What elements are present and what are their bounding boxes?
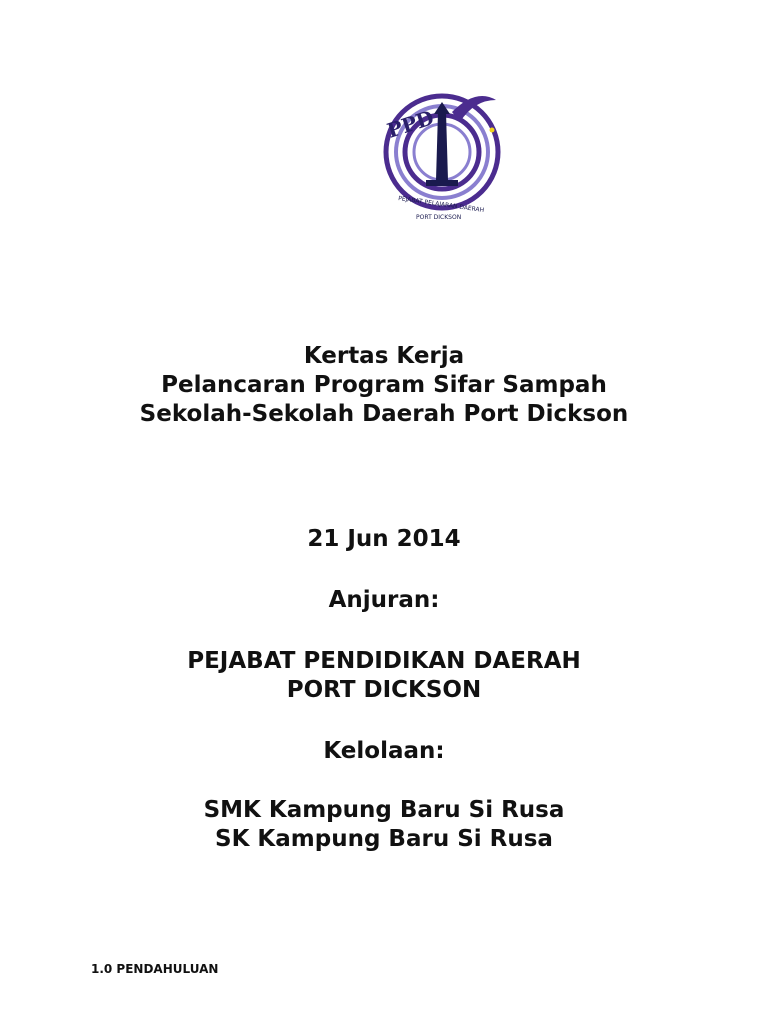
managed-by-label (0, 737, 768, 766)
svg-text:PPD: PPD (384, 105, 437, 143)
organizer-line-1: PEJABAT PENDIDIKAN DAERAH (187, 648, 581, 674)
title-line-1: Kertas Kerja (303, 343, 465, 369)
title-line-2: Pelancaran Program Sifar Sampah (161, 372, 607, 398)
section-heading: 1.0 PENDAHULUAN (91, 962, 219, 976)
document-date (0, 525, 768, 554)
organizer-name (0, 647, 768, 705)
svg-text:PEJABAT PELAJARAN DAERAH: PEJABAT PELAJARAN DAERAH (397, 195, 485, 215)
organizer-line-2: PORT DICKSON (286, 677, 482, 703)
organizer-label-text: Anjuran: (328, 587, 440, 613)
title-line-3: Sekolah-Sekolah Daerah Port Dickson (139, 401, 629, 427)
managed-by-names (0, 796, 768, 854)
managed-by-line-1: SMK Kampung Baru Si Rusa (203, 797, 565, 823)
svg-text:PORT DICKSON: PORT DICKSON (416, 214, 462, 221)
date-text: 21 Jun 2014 (307, 526, 461, 552)
managed-by-label-text: Kelolaan: (323, 738, 445, 764)
organizer-label (0, 586, 768, 615)
document-title (0, 342, 768, 429)
ppd-logo (376, 82, 512, 232)
managed-by-line-2: SK Kampung Baru Si Rusa (215, 826, 553, 852)
